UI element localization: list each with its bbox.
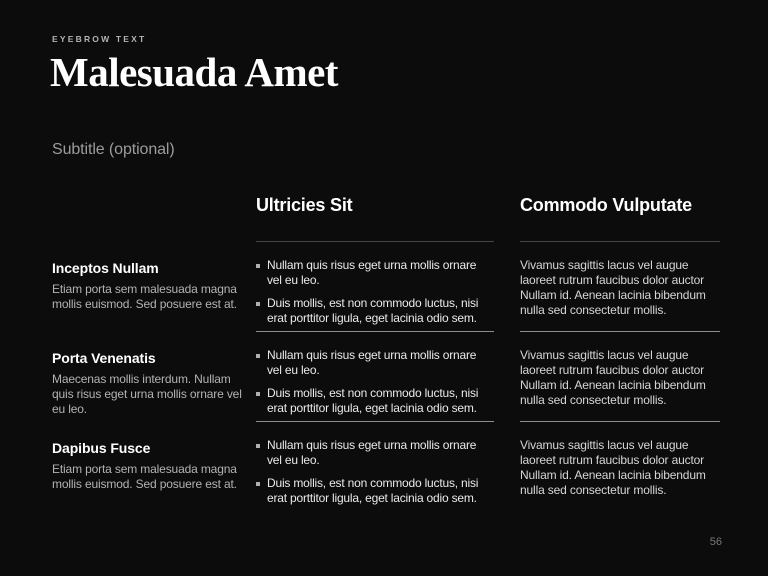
detail-paragraph: Vivamus sagittis lacus vel augue laoreet rutrum faucibus dolor auctor Nullam id. Aenean lacinia bibendum nulla sed consectetur mollis. <box>520 332 720 422</box>
eyebrow-text: EYEBROW TEXT <box>52 34 147 44</box>
row-label-body: Etiam porta sem malesuada magna mollis euismod. Sed posuere est at. <box>52 282 237 311</box>
square-bullet-icon <box>256 392 260 396</box>
comparison-table <box>52 190 720 511</box>
square-bullet-icon <box>256 354 260 358</box>
row-label <box>52 242 242 332</box>
bullet-item <box>256 476 494 506</box>
bullet-item <box>256 386 494 416</box>
column-header-ultricies: Ultricies Sit <box>256 190 494 242</box>
detail-paragraph: Vivamus sagittis lacus vel augue laoreet rutrum faucibus dolor auctor Nullam id. Aenean lacinia bibendum nulla sed consectetur mollis. <box>520 438 706 497</box>
square-bullet-icon <box>256 302 260 306</box>
bullet-item <box>256 348 494 378</box>
row-label <box>52 422 242 511</box>
slide-subtitle: Subtitle (optional) <box>52 141 175 158</box>
row-label-title: Porta Venenatis <box>52 350 156 366</box>
bullet-text: Nullam quis risus eget urna mollis ornare vel eu leo. <box>267 438 477 467</box>
square-bullet-icon <box>256 482 260 486</box>
column-header-empty <box>52 190 242 242</box>
detail-paragraph: Vivamus sagittis lacus vel augue laoreet rutrum faucibus dolor auctor Nullam id. Aenean lacinia bibendum nulla sed consectetur mollis. <box>520 242 720 332</box>
page-number: 56 <box>709 536 722 548</box>
row-label-body: Maecenas mollis interdum. Nullam quis risus eget urna mollis ornare vel eu leo. <box>52 372 242 416</box>
bullet-text: Nullam quis risus eget urna mollis ornare vel eu leo. <box>267 258 477 287</box>
bullet-item <box>256 438 494 468</box>
square-bullet-icon <box>256 264 260 268</box>
square-bullet-icon <box>256 444 260 448</box>
row-label <box>52 332 242 422</box>
column-header-commodo: Commodo Vulputate <box>520 190 720 242</box>
bullet-text: Duis mollis, est non commodo luctus, nisi erat porttitor ligula, eget lacinia odio sem. <box>267 476 479 505</box>
bullet-list <box>256 422 494 511</box>
bullet-item <box>256 258 494 288</box>
row-label-title: Dapibus Fusce <box>52 440 151 456</box>
bullet-text: Nullam quis risus eget urna mollis ornare vel eu leo. <box>267 348 477 377</box>
bullet-item <box>256 296 494 326</box>
bullet-list <box>256 332 494 422</box>
bullet-list <box>256 242 494 332</box>
bullet-text: Duis mollis, est non commodo luctus, nisi erat porttitor ligula, eget lacinia odio sem. <box>267 386 479 415</box>
slide-title: Malesuada Amet <box>50 49 338 95</box>
row-label-title: Inceptos Nullam <box>52 260 159 276</box>
row-label-body: Etiam porta sem malesuada magna mollis euismod. Sed posuere est at. <box>52 462 237 491</box>
bullet-text: Duis mollis, est non commodo luctus, nisi erat porttitor ligula, eget lacinia odio sem. <box>267 296 479 325</box>
